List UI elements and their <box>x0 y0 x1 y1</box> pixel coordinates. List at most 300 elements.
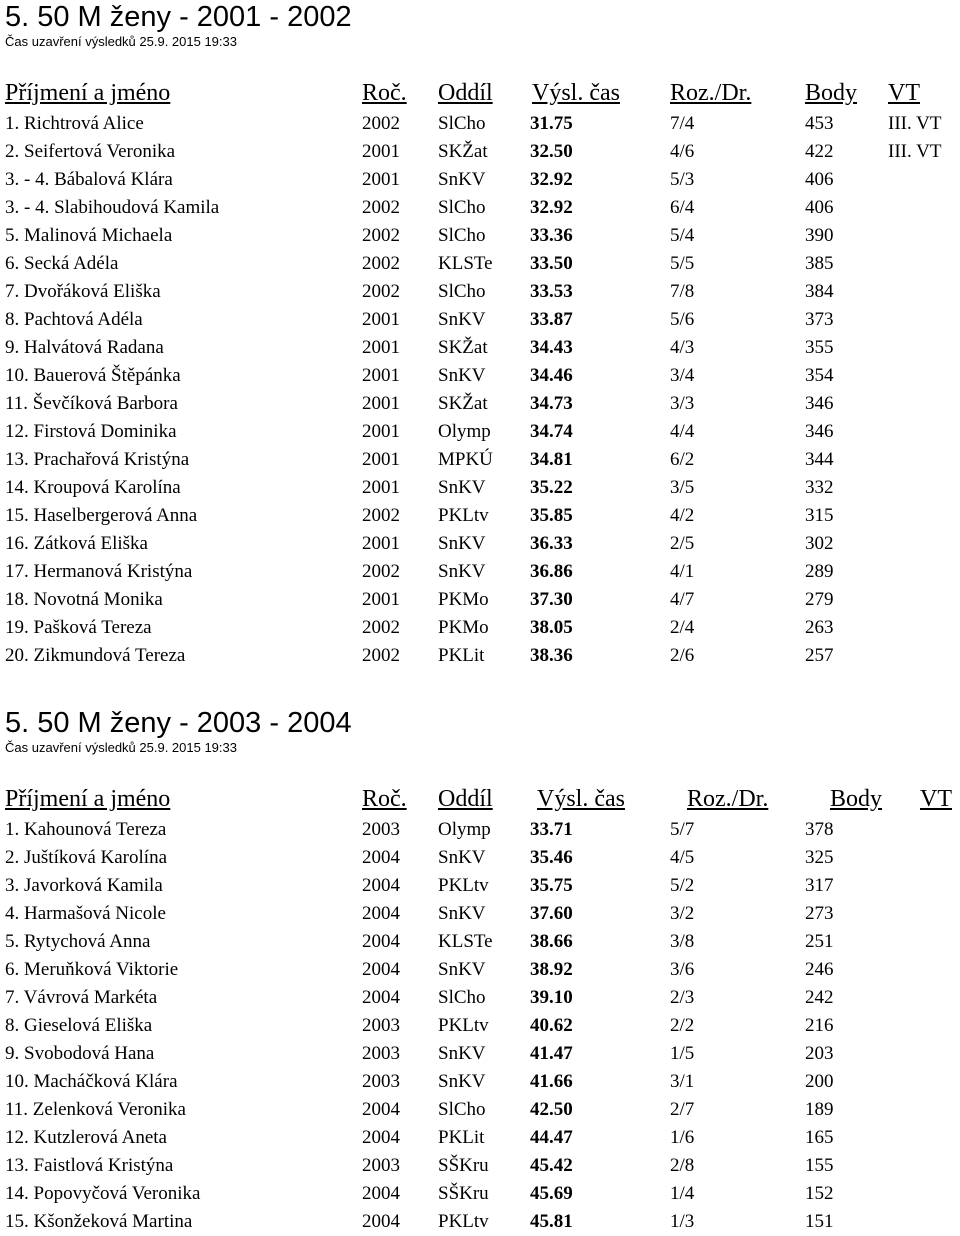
table-header <box>0 78 960 108</box>
heat-lane: 4/3 <box>670 337 695 358</box>
result-time: 38.66 <box>530 931 573 952</box>
place: 3. - 4. <box>5 197 50 218</box>
competitor-cell <box>5 1096 186 1124</box>
result-time: 36.86 <box>530 561 573 582</box>
result-time: 36.33 <box>530 533 573 554</box>
points: 346 <box>805 393 834 414</box>
competitor-cell <box>5 956 178 984</box>
competitor-name: Slabihoudová Kamila <box>54 197 220 218</box>
place: 9. <box>5 1043 20 1064</box>
competitor-cell <box>5 1208 192 1236</box>
result-time: 33.87 <box>530 309 573 330</box>
competitor-cell <box>5 844 167 872</box>
club: PKLtv <box>438 1211 489 1232</box>
points: 453 <box>805 113 834 134</box>
club: SnKV <box>438 169 486 190</box>
performance-class: III. VT <box>888 113 942 134</box>
competitor-cell <box>5 334 164 362</box>
place: 5. <box>5 225 20 246</box>
heat-lane: 5/7 <box>670 819 695 840</box>
competitor-name: Harmašová Nicole <box>24 903 166 924</box>
club: PKLit <box>438 645 485 666</box>
result-time: 31.75 <box>530 113 573 134</box>
competitor-cell <box>5 1152 173 1180</box>
birth-year: 2002 <box>362 253 400 274</box>
birth-year: 2004 <box>362 931 400 952</box>
heat-lane: 2/5 <box>670 533 695 554</box>
birth-year: 2002 <box>362 617 400 638</box>
competitor-name: Richtrová Alice <box>24 113 144 134</box>
heat-lane: 5/2 <box>670 875 695 896</box>
table-row <box>0 642 960 670</box>
birth-year: 2001 <box>362 141 400 162</box>
heat-lane: 5/4 <box>670 225 695 246</box>
place: 3. - 4. <box>5 169 50 190</box>
heat-lane: 1/3 <box>670 1211 695 1232</box>
heat-lane: 2/4 <box>670 617 695 638</box>
competitor-name: Malinová Michaela <box>24 225 173 246</box>
result-time: 33.36 <box>530 225 573 246</box>
birth-year: 2004 <box>362 847 400 868</box>
result-time: 41.47 <box>530 1043 573 1064</box>
club: SlCho <box>438 281 486 302</box>
table-row <box>0 530 960 558</box>
competitor-name: Rytychová Anna <box>24 931 151 952</box>
competitor-name: Pašková Tereza <box>33 617 152 638</box>
competitor-name: Gieselová Eliška <box>24 1015 153 1036</box>
club: Olymp <box>438 819 491 840</box>
column-header-name: Příjmení a jméno <box>5 80 171 106</box>
table-row <box>0 390 960 418</box>
place: 2. <box>5 847 20 868</box>
competitor-cell <box>5 586 163 614</box>
competitor-name: Prachařová Kristýna <box>33 449 190 470</box>
points: 384 <box>805 281 834 302</box>
competitor-cell <box>5 558 192 586</box>
competitor-cell <box>5 362 181 390</box>
birth-year: 2004 <box>362 1211 400 1232</box>
heat-lane: 4/7 <box>670 589 695 610</box>
points: 189 <box>805 1099 834 1120</box>
heat-lane: 4/1 <box>670 561 695 582</box>
place: 8. <box>5 1015 20 1036</box>
club: PKMo <box>438 589 489 610</box>
birth-year: 2001 <box>362 309 400 330</box>
club: SnKV <box>438 309 486 330</box>
competitor-name: Zátková Eliška <box>33 533 148 554</box>
points: 152 <box>805 1183 834 1204</box>
result-time: 35.85 <box>530 505 573 526</box>
place: 7. <box>5 281 20 302</box>
table-row <box>0 222 960 250</box>
column-header-heat: Roz./Dr. <box>670 80 752 106</box>
competitor-cell <box>5 474 181 502</box>
heat-lane: 1/6 <box>670 1127 695 1148</box>
competitor-name: Kroupová Karolína <box>33 477 181 498</box>
result-time: 34.46 <box>530 365 573 386</box>
table-row <box>0 984 960 1012</box>
place: 15. <box>5 1211 29 1232</box>
column-header-club: Oddíl <box>438 786 493 812</box>
birth-year: 2003 <box>362 1043 400 1064</box>
column-header-points: Body <box>805 80 858 106</box>
birth-year: 2001 <box>362 449 400 470</box>
birth-year: 2004 <box>362 1099 400 1120</box>
points: 257 <box>805 645 834 666</box>
column-header-heat: Roz./Dr. <box>687 786 769 812</box>
points: 406 <box>805 197 834 218</box>
club: PKLit <box>438 1127 485 1148</box>
club: SlCho <box>438 197 486 218</box>
closing-time: Čas uzavření výsledků 25.9. 2015 19:33 <box>5 34 237 49</box>
column-header-vt: VT <box>888 80 920 106</box>
competitor-name: Seifertová Veronika <box>24 141 176 162</box>
competitor-cell <box>5 194 219 222</box>
result-time: 34.43 <box>530 337 573 358</box>
competitor-cell <box>5 278 161 306</box>
heat-lane: 2/2 <box>670 1015 695 1036</box>
place: 11. <box>5 1099 29 1120</box>
column-header-name: Příjmení a jméno <box>5 786 171 812</box>
club: SnKV <box>438 903 486 924</box>
heat-lane: 5/3 <box>670 169 695 190</box>
birth-year: 2002 <box>362 645 400 666</box>
heat-lane: 3/5 <box>670 477 695 498</box>
birth-year: 2004 <box>362 987 400 1008</box>
competitor-name: Faistlová Kristýna <box>33 1155 174 1176</box>
result-time: 32.92 <box>530 169 573 190</box>
column-header-year: Roč. <box>362 80 407 106</box>
competitor-name: Pachtová Adéla <box>24 309 143 330</box>
place: 16. <box>5 533 29 554</box>
competitor-cell <box>5 390 178 418</box>
points: 203 <box>805 1043 834 1064</box>
birth-year: 2001 <box>362 533 400 554</box>
club: SKŽat <box>438 141 488 162</box>
result-time: 35.46 <box>530 847 573 868</box>
place: 11. <box>5 393 29 414</box>
club: SlCho <box>438 987 486 1008</box>
competitor-cell <box>5 502 197 530</box>
table-row <box>0 446 960 474</box>
table-row <box>0 1040 960 1068</box>
points: 289 <box>805 561 834 582</box>
birth-year: 2002 <box>362 225 400 246</box>
table-row <box>0 250 960 278</box>
place: 15. <box>5 505 29 526</box>
heat-lane: 2/7 <box>670 1099 695 1120</box>
result-time: 35.75 <box>530 875 573 896</box>
section-title: 5. 50 M ženy - 2001 - 2002 <box>5 1 352 33</box>
column-header-vt: VT <box>920 786 952 812</box>
place: 12. <box>5 1127 29 1148</box>
table-row <box>0 900 960 928</box>
competitor-name: Zikmundová Tereza <box>33 645 186 666</box>
heat-lane: 5/5 <box>670 253 695 274</box>
place: 6. <box>5 253 20 274</box>
points: 378 <box>805 819 834 840</box>
heat-lane: 4/6 <box>670 141 695 162</box>
result-time: 38.92 <box>530 959 573 980</box>
result-time: 39.10 <box>530 987 573 1008</box>
birth-year: 2001 <box>362 393 400 414</box>
table-row <box>0 928 960 956</box>
points: 346 <box>805 421 834 442</box>
competitor-cell <box>5 900 166 928</box>
table-row <box>0 956 960 984</box>
points: 422 <box>805 141 834 162</box>
birth-year: 2001 <box>362 589 400 610</box>
competitor-cell <box>5 166 173 194</box>
table-row <box>0 558 960 586</box>
result-time: 38.05 <box>530 617 573 638</box>
birth-year: 2001 <box>362 421 400 442</box>
heat-lane: 3/2 <box>670 903 695 924</box>
heat-lane: 1/5 <box>670 1043 695 1064</box>
competitor-name: Halvátová Radana <box>24 337 164 358</box>
club: SnKV <box>438 1071 486 1092</box>
heat-lane: 5/6 <box>670 309 695 330</box>
result-time: 44.47 <box>530 1127 573 1148</box>
column-header-points: Body <box>830 786 883 812</box>
club: Olymp <box>438 421 491 442</box>
competitor-name: Kutzlerová Aneta <box>33 1127 167 1148</box>
club: KLSTe <box>438 931 493 952</box>
birth-year: 2003 <box>362 1015 400 1036</box>
result-time: 33.71 <box>530 819 573 840</box>
club: SŠKru <box>438 1183 489 1204</box>
result-time: 45.69 <box>530 1183 573 1204</box>
points: 406 <box>805 169 834 190</box>
points: 354 <box>805 365 834 386</box>
club: SnKV <box>438 847 486 868</box>
competitor-cell <box>5 222 172 250</box>
competitor-name: Novotná Monika <box>33 589 163 610</box>
table-row <box>0 138 960 166</box>
club: SnKV <box>438 959 486 980</box>
competitor-cell <box>5 1012 152 1040</box>
result-time: 34.74 <box>530 421 573 442</box>
table-row <box>0 614 960 642</box>
competitor-name: Meruňková Viktorie <box>24 959 179 980</box>
table-row <box>0 1180 960 1208</box>
closing-time: Čas uzavření výsledků 25.9. 2015 19:33 <box>5 740 237 755</box>
birth-year: 2001 <box>362 477 400 498</box>
competitor-name: Secká Adéla <box>24 253 119 274</box>
place: 18. <box>5 589 29 610</box>
competitor-name: Javorková Kamila <box>24 875 163 896</box>
points: 373 <box>805 309 834 330</box>
section-title: 5. 50 M ženy - 2003 - 2004 <box>5 707 352 739</box>
table-row <box>0 844 960 872</box>
place: 5. <box>5 931 20 952</box>
points: 279 <box>805 589 834 610</box>
result-time: 35.22 <box>530 477 573 498</box>
competitor-name: Kšonžeková Martina <box>33 1211 193 1232</box>
result-time: 45.42 <box>530 1155 573 1176</box>
table-row <box>0 816 960 844</box>
table-row <box>0 1124 960 1152</box>
performance-class: III. VT <box>888 141 942 162</box>
heat-lane: 3/4 <box>670 365 695 386</box>
result-time: 32.92 <box>530 197 573 218</box>
place: 9. <box>5 337 20 358</box>
table-row <box>0 1208 960 1236</box>
competitor-cell <box>5 928 150 956</box>
heat-lane: 3/8 <box>670 931 695 952</box>
competitor-name: Firstová Dominika <box>33 421 177 442</box>
place: 10. <box>5 365 29 386</box>
points: 325 <box>805 847 834 868</box>
points: 302 <box>805 533 834 554</box>
heat-lane: 1/4 <box>670 1183 695 1204</box>
place: 14. <box>5 1183 29 1204</box>
place: 20. <box>5 645 29 666</box>
table-row <box>0 306 960 334</box>
table-row <box>0 1012 960 1040</box>
result-time: 37.60 <box>530 903 573 924</box>
club: PKLtv <box>438 875 489 896</box>
table-row <box>0 1096 960 1124</box>
club: PKLtv <box>438 505 489 526</box>
heat-lane: 3/6 <box>670 959 695 980</box>
points: 251 <box>805 931 834 952</box>
competitor-cell <box>5 614 152 642</box>
club: SnKV <box>438 1043 486 1064</box>
competitor-cell <box>5 110 144 138</box>
competitor-cell <box>5 1180 200 1208</box>
place: 3. <box>5 875 20 896</box>
competitor-name: Juštíková Karolína <box>24 847 168 868</box>
club: SŠKru <box>438 1155 489 1176</box>
table-row <box>0 166 960 194</box>
competitor-cell <box>5 250 118 278</box>
points: 344 <box>805 449 834 470</box>
birth-year: 2004 <box>362 875 400 896</box>
heat-lane: 6/2 <box>670 449 695 470</box>
points: 216 <box>805 1015 834 1036</box>
heat-lane: 2/3 <box>670 987 695 1008</box>
heat-lane: 7/8 <box>670 281 695 302</box>
birth-year: 2002 <box>362 197 400 218</box>
competitor-name: Zelenková Veronika <box>32 1099 186 1120</box>
place: 14. <box>5 477 29 498</box>
result-time: 33.53 <box>530 281 573 302</box>
result-time: 37.30 <box>530 589 573 610</box>
club: PKLtv <box>438 1015 489 1036</box>
club: SnKV <box>438 477 486 498</box>
table-row <box>0 1152 960 1180</box>
birth-year: 2004 <box>362 959 400 980</box>
place: 7. <box>5 987 20 1008</box>
place: 1. <box>5 819 20 840</box>
competitor-name: Kahounová Tereza <box>24 819 167 840</box>
result-time: 38.36 <box>530 645 573 666</box>
competitor-cell <box>5 138 175 166</box>
birth-year: 2002 <box>362 281 400 302</box>
points: 273 <box>805 903 834 924</box>
place: 8. <box>5 309 20 330</box>
result-time: 45.81 <box>530 1211 573 1232</box>
table-row <box>0 586 960 614</box>
place: 13. <box>5 1155 29 1176</box>
table-row <box>0 1068 960 1096</box>
club: SKŽat <box>438 393 488 414</box>
birth-year: 2002 <box>362 561 400 582</box>
competitor-cell <box>5 872 163 900</box>
competitor-name: Hermanová Kristýna <box>33 561 193 582</box>
place: 4. <box>5 903 20 924</box>
column-header-time: Výsl. čas <box>532 80 620 106</box>
competitor-cell <box>5 984 157 1012</box>
place: 17. <box>5 561 29 582</box>
competitor-name: Svobodová Hana <box>24 1043 155 1064</box>
table-header <box>0 784 960 814</box>
heat-lane: 4/4 <box>670 421 695 442</box>
heat-lane: 2/6 <box>670 645 695 666</box>
place: 6. <box>5 959 20 980</box>
competitor-cell <box>5 1068 178 1096</box>
place: 2. <box>5 141 20 162</box>
birth-year: 2001 <box>362 365 400 386</box>
points: 317 <box>805 875 834 896</box>
competitor-cell <box>5 446 189 474</box>
heat-lane: 7/4 <box>670 113 695 134</box>
result-time: 42.50 <box>530 1099 573 1120</box>
competitor-cell <box>5 816 166 844</box>
competitor-cell <box>5 530 148 558</box>
competitor-cell <box>5 1040 154 1068</box>
points: 165 <box>805 1127 834 1148</box>
table-row <box>0 278 960 306</box>
competitor-name: Vávrová Markéta <box>23 987 158 1008</box>
birth-year: 2001 <box>362 337 400 358</box>
club: SlCho <box>438 113 486 134</box>
birth-year: 2004 <box>362 903 400 924</box>
competitor-name: Haselbergerová Anna <box>33 505 198 526</box>
result-time: 34.73 <box>530 393 573 414</box>
table-row <box>0 362 960 390</box>
birth-year: 2003 <box>362 819 400 840</box>
table-row <box>0 872 960 900</box>
table-row <box>0 502 960 530</box>
club: SKŽat <box>438 337 488 358</box>
table-row <box>0 418 960 446</box>
result-time: 40.62 <box>530 1015 573 1036</box>
points: 355 <box>805 337 834 358</box>
competitor-name: Popovyčová Veronika <box>33 1183 201 1204</box>
competitor-name: Macháčková Klára <box>33 1071 178 1092</box>
points: 385 <box>805 253 834 274</box>
birth-year: 2002 <box>362 505 400 526</box>
club: SnKV <box>438 533 486 554</box>
birth-year: 2003 <box>362 1071 400 1092</box>
heat-lane: 4/2 <box>670 505 695 526</box>
club: PKMo <box>438 617 489 638</box>
competitor-cell <box>5 418 177 446</box>
column-header-time: Výsl. čas <box>537 786 625 812</box>
competitor-name: Ševčíková Barbora <box>32 393 178 414</box>
heat-lane: 6/4 <box>670 197 695 218</box>
club: SnKV <box>438 365 486 386</box>
heat-lane: 3/1 <box>670 1071 695 1092</box>
competitor-name: Bábalová Klára <box>54 169 173 190</box>
competitor-cell <box>5 1124 167 1152</box>
table-row <box>0 110 960 138</box>
points: 390 <box>805 225 834 246</box>
birth-year: 2004 <box>362 1183 400 1204</box>
birth-year: 2002 <box>362 113 400 134</box>
